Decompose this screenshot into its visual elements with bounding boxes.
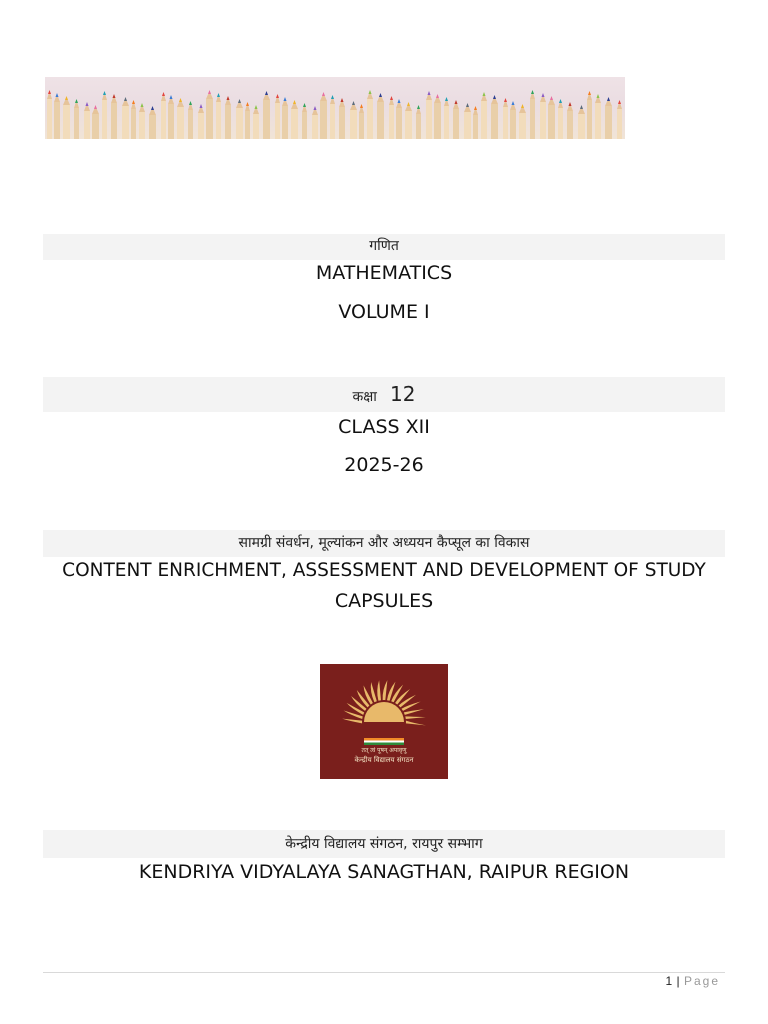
- organization-name-hindi: केन्द्रीय विद्यालय संगठन, रायपुर सम्भाग: [285, 836, 483, 852]
- class-hindi-band: [43, 377, 725, 412]
- colored-pencils-banner: [45, 77, 625, 139]
- footer-separator: |: [676, 974, 681, 988]
- project-title-line2: CAPSULES: [334, 590, 434, 612]
- subject-hindi-band: [43, 234, 725, 260]
- colored-pencils-image: [45, 77, 625, 139]
- project-title-line1: CONTENT ENRICHMENT, ASSESSMENT AND DEVELOPMENT OF STUDY: [62, 560, 706, 581]
- project-title-hindi: सामग्री संवर्धन, मूल्यांकन और अध्ययन कैप्सूल का विकास: [238, 535, 530, 551]
- class-number: 12: [390, 382, 416, 406]
- page-footer: [665, 974, 720, 988]
- logo-org-name: केन्द्रीय विद्यालय संगठन: [354, 756, 414, 764]
- volume-label: VOLUME I: [338, 301, 430, 323]
- subject-title: MATHEMATICS: [315, 262, 453, 284]
- kvs-logo-icon: [320, 664, 448, 779]
- class-roman: CLASS XII: [338, 416, 430, 438]
- page-number: 1: [665, 974, 673, 988]
- session-year: 2025-26: [344, 454, 424, 476]
- project-hindi-band: [43, 530, 725, 557]
- footer-divider: [43, 972, 725, 973]
- page-label: Page: [683, 974, 720, 988]
- subject-hindi: गणित: [369, 238, 399, 254]
- logo-motto: तत् त्वं पूषन् अपावृणु: [361, 747, 407, 754]
- organization-hindi-band: [43, 830, 725, 858]
- organization-name: KENDRIYA VIDYALAYA SANAGTHAN, RAIPUR REGION: [138, 861, 630, 883]
- class-hindi-label: कक्षा: [352, 389, 377, 405]
